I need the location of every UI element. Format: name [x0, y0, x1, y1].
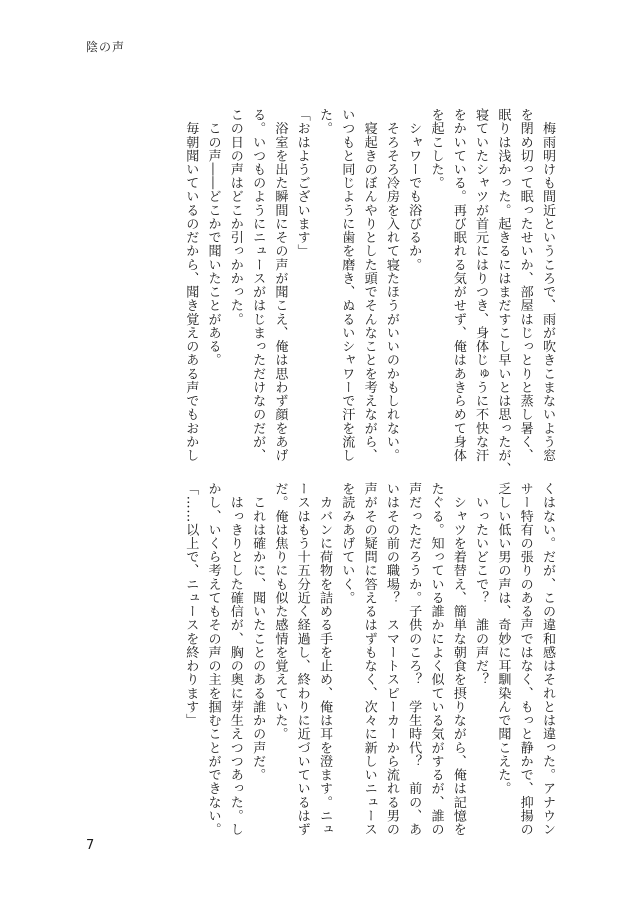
text-line: をかいている。再び眠れる気がせず、俺はあきらめて身体: [450, 108, 466, 463]
page-number: 7: [86, 838, 95, 853]
running-head: 陰の声: [86, 40, 126, 54]
text-block-lower: [179, 482, 558, 854]
text-line: そろそろ冷房を入れて寝たほうがいいのかもしれない。: [383, 108, 399, 463]
text-line: ースはもう十五分近く経過し、終わりに近づいているはず: [294, 482, 310, 837]
text-line: だ。俺は焦りにも似た感情を覚えていた。: [272, 482, 288, 741]
text-line: シャツを着替え、簡単な朝食を摂りながら、俺は記憶を: [450, 482, 466, 837]
text-line: はっきりとした確信が、胸の奥に芽生えつつあった。し: [227, 482, 243, 837]
text-line: 声だっただろうか。子供のころ？ 学生時代？ 前の、あ: [406, 482, 422, 837]
text-line: これは確かに、聞いたことのある誰かの声だ。: [250, 482, 266, 782]
text-line: 寝起きのぼんやりとした頭でそんなことを考えながら、: [361, 108, 377, 463]
text-line: 乏しい低い男の声は、奇妙に耳馴染んで聞こえた。: [495, 482, 511, 796]
text-line: 毎朝聞いているのだから、聞き覚えのある声でもおかし: [183, 108, 199, 463]
text-line: たぐる。知っている誰かによく似ている気がするが、誰の: [428, 482, 444, 837]
text-line: 「……以上で、ニュースを終わります」: [183, 482, 199, 728]
text-line: 「おはようございます」: [294, 108, 310, 258]
text-line: 寝ていたシャツが首元にはりつき、身体じゅうに不快な汗: [473, 108, 489, 463]
text-block-upper: [179, 108, 558, 480]
text-line: この日の声はどこか引っかかった。: [227, 108, 243, 326]
text-line: かし、いくら考えてもその声の主を掴むことができない。: [205, 482, 221, 837]
text-line: 声がその疑問に答えるはずもなく、次々に新しいニュース: [361, 482, 377, 837]
text-line: いったいどこで？ 誰の声だ？: [473, 482, 489, 687]
text-line: サー特有の張りのある声ではなく、もっと静かで、抑揚の: [517, 482, 533, 837]
text-line: 梅雨明けも間近というころで、雨が吹きこまないよう窓: [540, 108, 555, 463]
text-line: を起こした。: [428, 108, 444, 190]
text-line: シャワーでも浴びるか。: [406, 108, 422, 272]
text-line: カバンに荷物を詰める手を止め、俺は耳を澄ます。ニュ: [317, 482, 333, 837]
text-line: いはその前の職場？ スマートスピーカーから流れる男の: [383, 482, 399, 837]
text-line: いつもと同じように歯を磨き、ぬるいシャワーで汗を流し: [339, 108, 355, 463]
text-line: た。: [317, 108, 333, 136]
text-line: を読みあげていく。: [339, 482, 355, 605]
text-line: 浴室を出た瞬間にその声が聞こえ、俺は思わず顔をあげ: [272, 108, 288, 463]
text-line: る。いつものようにニュースがはじまっただけなのだが、: [250, 108, 266, 463]
text-line: 眠りは浅かった。起きるにはまだすこし早いとは思ったが、: [495, 108, 511, 476]
text-line: を閉め切って眠ったせいか、部屋はじっとりと蒸し暑く、: [517, 108, 533, 463]
text-line: くはない。だが、この違和感はそれとは違った。アナウン: [540, 482, 555, 837]
text-line: この声――どこかで聞いたことがある。: [205, 108, 221, 367]
